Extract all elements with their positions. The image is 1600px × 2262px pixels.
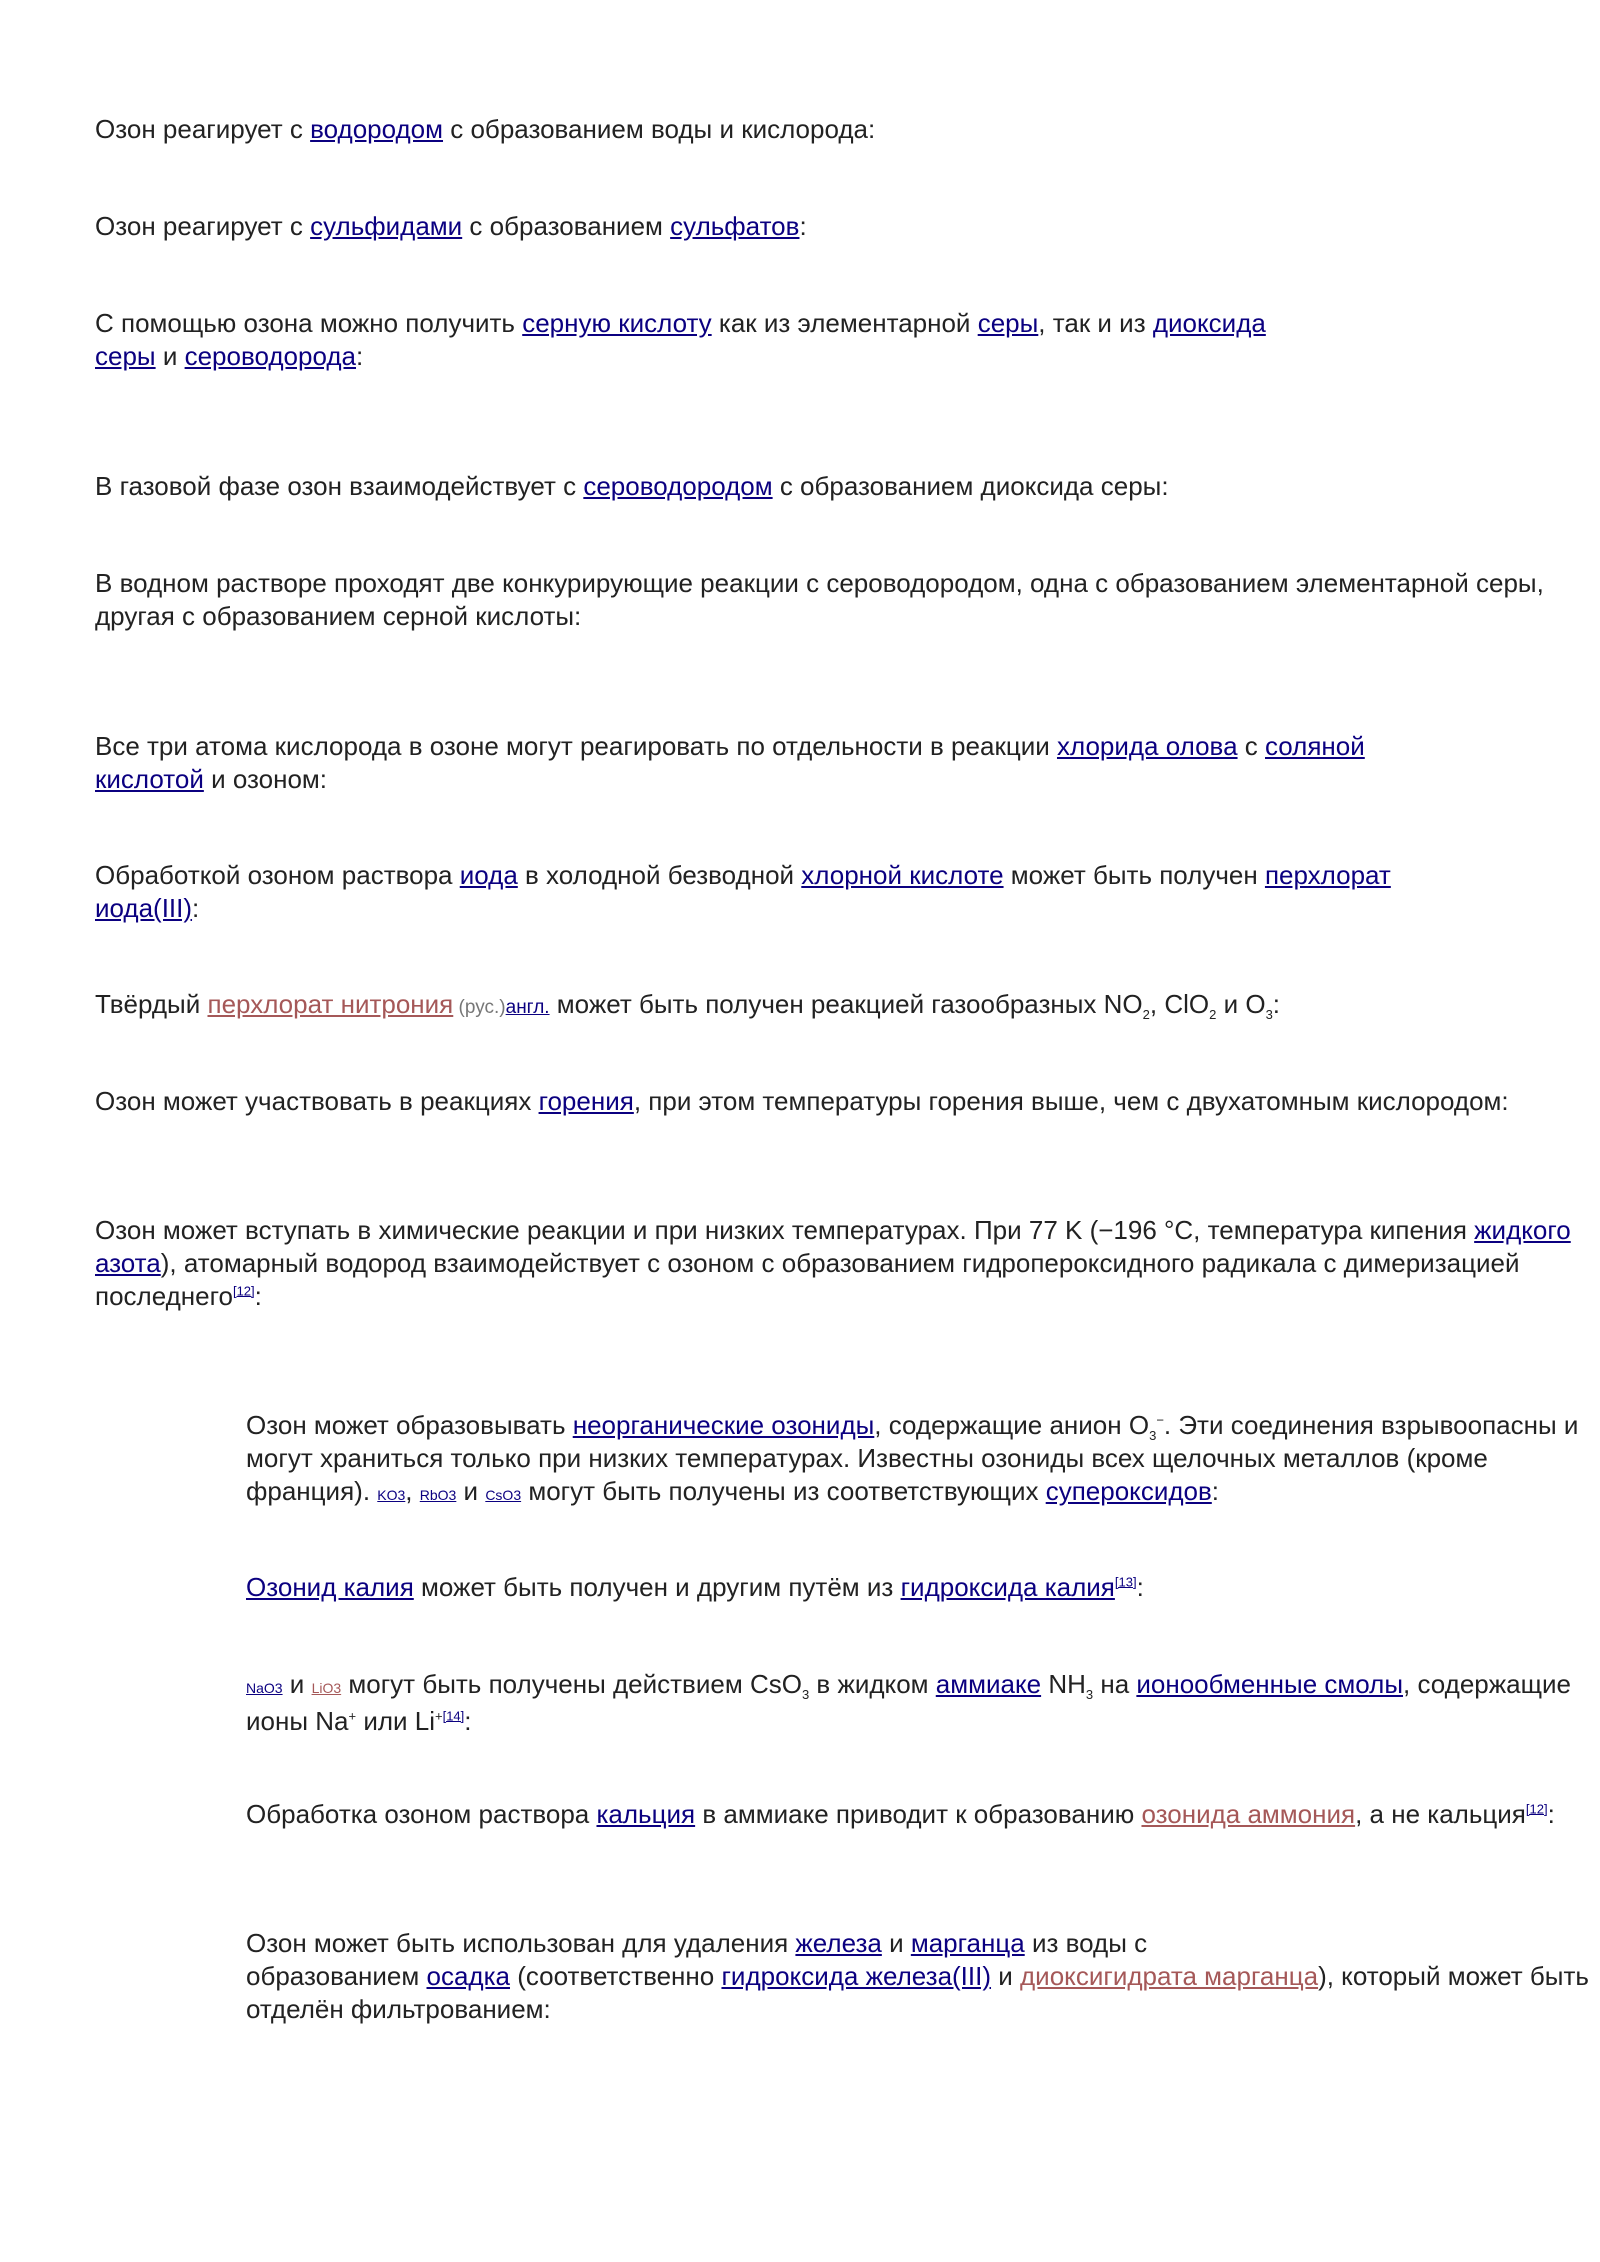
text: и O — [1216, 989, 1266, 1019]
link-potassium-hydroxide[interactable]: гидроксида калия — [900, 1572, 1115, 1602]
text: может быть получен и другим путём из — [413, 1572, 901, 1602]
text: с — [1237, 731, 1265, 761]
text: на — [1093, 1669, 1137, 1699]
text: : — [1136, 1572, 1144, 1602]
text: как из элементарной — [711, 308, 978, 338]
link-hydrogen-sulfide[interactable]: сероводорода — [184, 341, 356, 371]
link-manganese-dioxyhydrate[interactable]: диоксигидрата марганца — [1020, 1961, 1319, 1991]
paragraph-aqueous-solution — [95, 567, 1595, 633]
link-lang-en[interactable]: англ. — [505, 997, 550, 1018]
link-calcium[interactable]: кальция — [596, 1799, 696, 1829]
paragraph-ozonides — [246, 1409, 1598, 1512]
text: : — [799, 211, 807, 241]
link-liquid-nitrogen[interactable]: жидкого азота — [95, 1215, 1571, 1278]
text: , содержащие ионы Na — [246, 1669, 1571, 1736]
text: : — [464, 1706, 472, 1736]
text: (соответственно — [510, 1961, 722, 1991]
link-hydrogen-sulfide-2[interactable]: сероводородом — [583, 471, 773, 501]
text: Озон может быть использован для удаления — [246, 1928, 796, 1958]
text: в холодной безводной — [517, 860, 802, 890]
text: Твёрдый — [95, 989, 208, 1019]
formula-image-ko3[interactable]: KO3 — [377, 1487, 406, 1503]
superscript: + — [348, 1708, 357, 1724]
text: В газовой фазе озон взаимодействует с — [95, 471, 584, 501]
link-text: серы — [95, 341, 156, 371]
paragraph-combustion — [95, 1085, 1595, 1118]
link-sulfates[interactable]: сульфатов — [670, 211, 800, 241]
lang-tag-ru: (рус.) — [453, 997, 506, 1018]
text: , — [405, 1476, 420, 1506]
formula-image-cso3[interactable]: CsO3 — [485, 1487, 522, 1503]
paragraph-gas-phase — [95, 470, 1595, 503]
paragraph-tin-chloride — [95, 730, 1595, 796]
paragraph-sodium-lithium-ozonide — [246, 1668, 1598, 1738]
subscript: 2 — [1142, 1007, 1150, 1023]
text: : — [1211, 1476, 1220, 1506]
superscript: − — [1156, 1412, 1164, 1428]
link-text: кислотой — [95, 764, 204, 794]
text: : — [356, 341, 364, 371]
link-nitronium-perchlorate[interactable]: перхлорат нитрония — [207, 989, 454, 1019]
link-sulfuric-acid[interactable]: серную кислоту — [522, 308, 712, 338]
paragraph-sulfuric-acid — [95, 307, 1595, 373]
reference-14[interactable]: [14] — [442, 1708, 465, 1724]
text: и — [991, 1961, 1020, 1991]
subscript: 3 — [1265, 1007, 1273, 1023]
link-precipitate[interactable]: осадка — [426, 1961, 510, 1991]
text: и — [456, 1476, 486, 1506]
link-iodine[interactable]: иода — [459, 860, 518, 890]
text: с образованием — [462, 211, 671, 241]
text: Все три атома кислорода в озоне могут реагировать по отдельности в реакции — [95, 731, 1057, 761]
text: , при этом температуры горения выше, чем с двухатомным кислородом: — [633, 1086, 1509, 1116]
text: Озон может вступать в химические реакции и при низких температурах. При 77 K (−196 °C, температура кипения — [95, 1215, 1475, 1245]
text: с образованием воды и кислорода: — [443, 114, 876, 144]
paragraph-low-temperature — [95, 1214, 1595, 1313]
link-sulfur[interactable]: серы — [977, 308, 1039, 338]
text: могут быть получены действием CsO — [341, 1669, 802, 1699]
link-potassium-ozonide[interactable]: Озонид калия — [246, 1572, 414, 1602]
text: Озон реагирует с — [95, 211, 311, 241]
paragraph-iron-manganese — [246, 1927, 1598, 2026]
subscript: 2 — [1209, 1007, 1217, 1023]
link-tin-chloride[interactable]: хлорида олова — [1056, 731, 1238, 761]
text: С помощью озона можно получить — [95, 308, 523, 338]
link-text: соляной — [1265, 731, 1365, 761]
reference-13[interactable]: [13] — [1114, 1574, 1137, 1590]
formula-image-rbo3[interactable]: RbO3 — [419, 1487, 457, 1503]
text: или Li — [356, 1706, 435, 1736]
link-ion-exchange-resins[interactable]: ионообменные смолы — [1136, 1669, 1404, 1699]
link-manganese[interactable]: марганца — [910, 1928, 1025, 1958]
text: NH — [1041, 1669, 1086, 1699]
reference-12[interactable]: [12] — [232, 1283, 255, 1299]
text: в аммиаке приводит к образованию — [695, 1799, 1142, 1829]
text: может быть получен реакцией газообразных NO — [549, 989, 1143, 1019]
paragraph-hydrogen — [95, 113, 1595, 146]
text: Обработка озоном раствора — [246, 1799, 597, 1829]
link-inorganic-ozonides[interactable]: неорганические озониды — [572, 1410, 875, 1440]
text: и — [881, 1928, 911, 1958]
text: может быть получен — [1003, 860, 1265, 890]
text: ), атомарный водород взаимодействует с озоном с образованием гидропероксидного радикала с димеризацией последнего — [95, 1248, 1520, 1311]
text: , содержащие анион O — [874, 1410, 1150, 1440]
formula-image-nao3[interactable]: NaO3 — [246, 1680, 283, 1696]
text: образованием — [246, 1961, 427, 1991]
text: : — [192, 893, 200, 923]
superscript: + — [435, 1708, 443, 1724]
paragraph-nitronium — [95, 988, 1595, 1024]
text: в жидком — [809, 1669, 936, 1699]
text: Озон может образовывать — [246, 1410, 573, 1440]
link-hydrogen[interactable]: водородом — [310, 114, 444, 144]
text: , ClO — [1149, 989, 1210, 1019]
text: В водном растворе проходят две конкурирующие реакции с сероводородом, одна с образованием элементарной серы, другая с образованием серной кислоты: — [95, 568, 1544, 631]
text: : — [254, 1281, 262, 1311]
text: , а не кальция — [1355, 1799, 1526, 1829]
link-combustion[interactable]: горения — [538, 1086, 634, 1116]
text: , так и из — [1038, 308, 1153, 338]
text: и — [155, 341, 185, 371]
link-iron-hydroxide[interactable]: гидроксида железа(III) — [721, 1961, 992, 1991]
text: Озон может участвовать в реакциях — [95, 1086, 539, 1116]
paragraph-calcium — [246, 1798, 1598, 1831]
paragraph-sulfides — [95, 210, 1595, 243]
text: и — [282, 1669, 312, 1699]
link-ammonia[interactable]: аммиаке — [935, 1669, 1042, 1699]
link-sulfides[interactable]: сульфидами — [310, 211, 463, 241]
paragraph-iodine — [95, 859, 1595, 925]
subscript: 3 — [1149, 1428, 1157, 1444]
link-text: диоксида — [1152, 308, 1266, 338]
text: с образованием диоксида серы: — [772, 471, 1169, 501]
link-superoxides[interactable]: супероксидов — [1045, 1476, 1212, 1506]
text: Озон реагирует с — [95, 114, 311, 144]
text: из воды с — [1024, 1928, 1148, 1958]
reference-12[interactable]: [12] — [1525, 1801, 1548, 1817]
link-text: перхлорат — [1264, 860, 1391, 890]
link-text: иода(III) — [95, 893, 193, 923]
text: могут быть получены из соответствующих — [521, 1476, 1046, 1506]
subscript: 3 — [801, 1687, 810, 1703]
link-iron[interactable]: железа — [795, 1928, 882, 1958]
text: : — [1272, 989, 1281, 1019]
paragraph-potassium-ozonide — [246, 1571, 1598, 1604]
formula-image-lio3[interactable]: LiO3 — [311, 1680, 342, 1696]
text: : — [1547, 1799, 1555, 1829]
text: ), который может быть отделён фильтрованием: — [246, 1961, 1589, 2024]
text: . Эти соединения взрывоопасны и могут храниться только при низких температурах. Известны озониды всех щелочных металлов (кроме франция). — [246, 1410, 1579, 1506]
subscript: 3 — [1085, 1687, 1094, 1703]
text: Обработкой озоном раствора — [95, 860, 460, 890]
link-ammonium-ozonide[interactable]: озонида аммония — [1141, 1799, 1356, 1829]
link-perchloric-acid[interactable]: хлорной кислоте — [801, 860, 1004, 890]
text: и озоном: — [203, 764, 328, 794]
